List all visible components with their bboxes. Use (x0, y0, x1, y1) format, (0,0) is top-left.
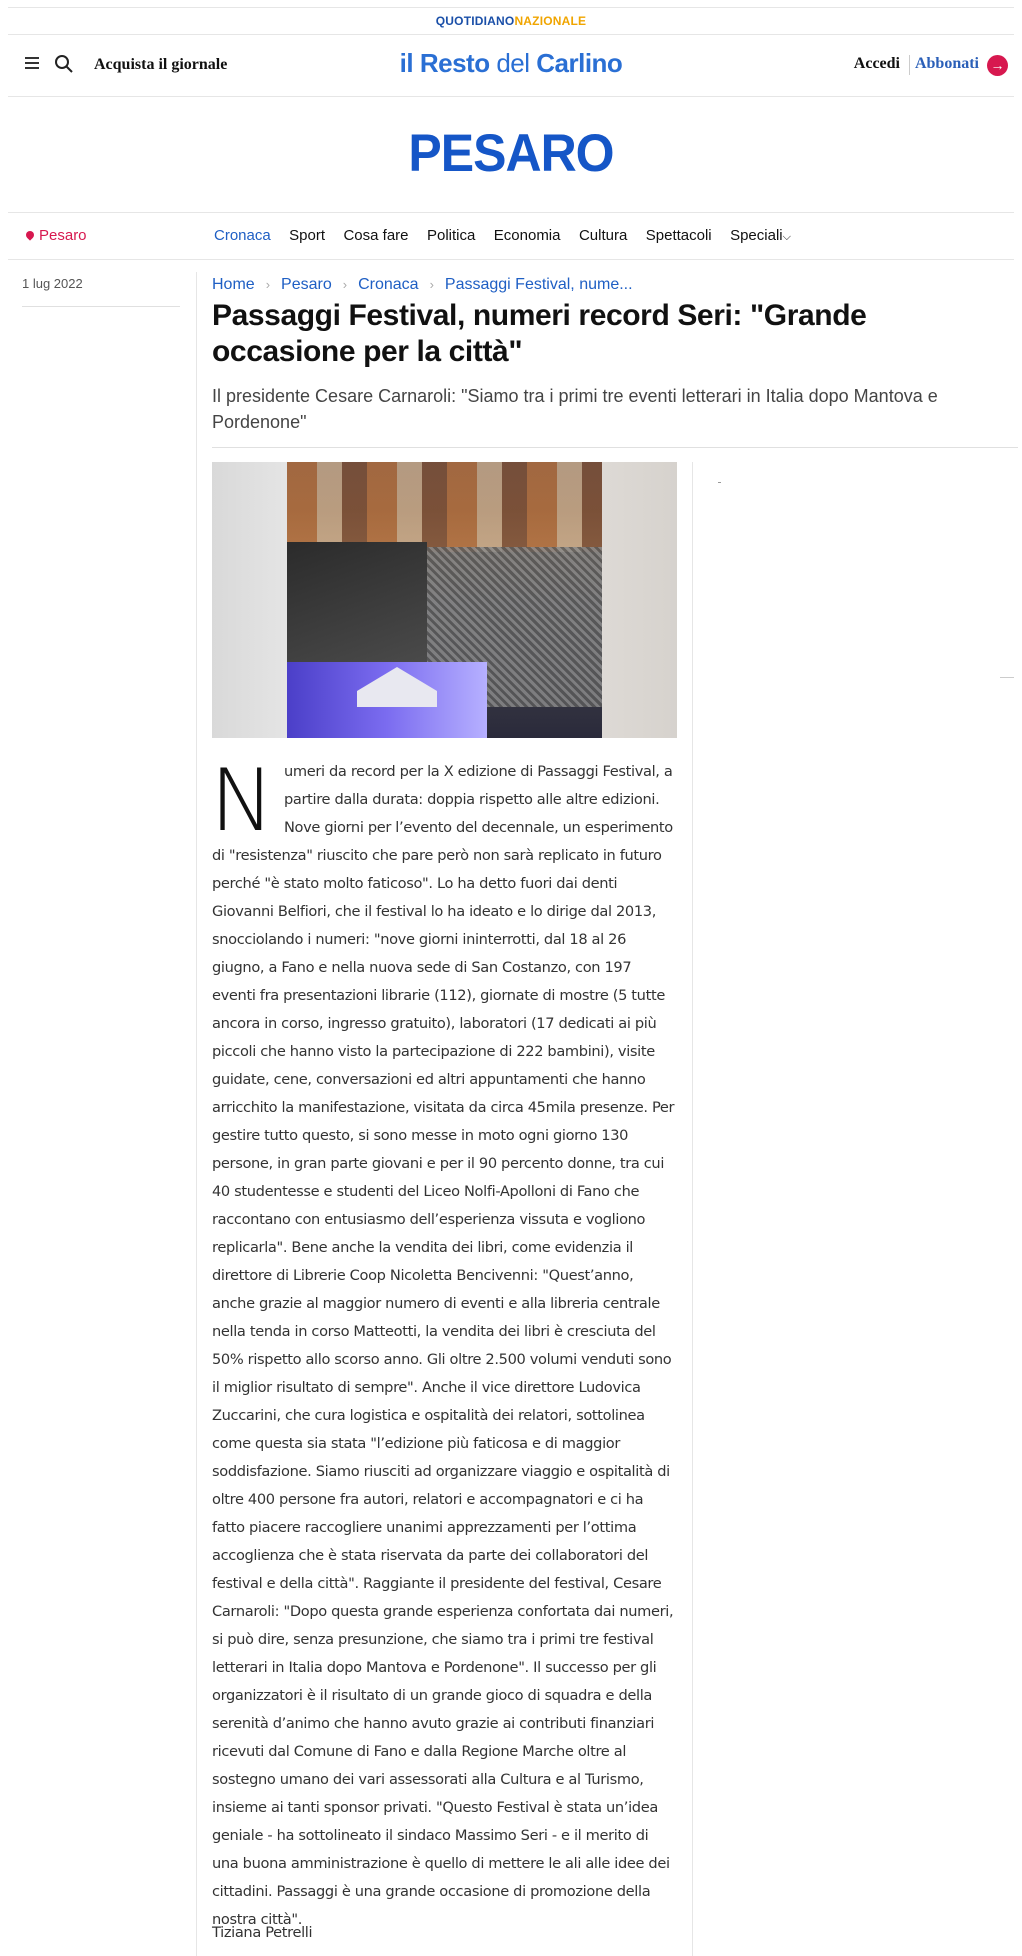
article-body (210, 751, 678, 1934)
city-masthead[interactable]: PESARO (408, 123, 614, 183)
section-nav-list (214, 227, 805, 245)
logo-part-b: del (496, 48, 537, 78)
breadcrumb-cronaca[interactable]: Cronaca (358, 276, 419, 293)
nav-item-cultura[interactable]: Cultura (578, 227, 628, 244)
breadcrumb-chevron-icon: › (429, 277, 434, 292)
nav-item-cronaca[interactable]: Cronaca (214, 227, 271, 244)
right-column-divider (692, 462, 693, 1956)
article-image[interactable] (212, 462, 677, 738)
breadcrumb-home[interactable]: Home (212, 276, 255, 293)
breadcrumb-chevron-icon: › (265, 277, 271, 292)
nav-item-spettacoli[interactable]: Spettacoli (645, 227, 712, 244)
site-header (8, 34, 1014, 97)
article-date: 1 lug 2022 (22, 276, 83, 291)
article-title: Passaggi Festival, numeri record Seri: "Grande occasione per la città" (212, 299, 867, 368)
nav-item-politica[interactable]: Politica (426, 227, 476, 244)
network-bar[interactable] (8, 7, 1014, 35)
date-divider (22, 306, 180, 307)
header-separator (909, 55, 910, 75)
location-label: Pesaro (39, 227, 87, 244)
breadcrumb-pesaro[interactable]: Pesaro (281, 276, 332, 293)
subtitle-divider (212, 447, 1018, 448)
article-body-text: umeri da record per la X edizione di Passaggi Festival, a partire dalla durata: doppia rispetto alle altre edizioni. Nove giorni per l’evento del decennale, un esperimento di "resistenza" riuscito che pare però non sarà replicato in futuro perché "è stato molto faticoso". Lo ha detto fuori dai denti Giovanni Belfiori, che il festival lo ha ideato e lo dirige dal 2013, snocciolando i numeri: "nove giorni ininterrotti, dal 18 al 26 giugno, a Fano e nella nuova sede di San Costanzo, con 197 eventi fra presentazioni librarie (112), giornate di mostre (5 tutte ancora in corso, ingresso gratuito), laboratori (17 dedicati ai più piccoli che hanno visto la partecipazione di 222 bambini), visite guidate, cene, conversazioni ed altri appuntamenti che hanno arricchito la manifestazione, visitata da circa 45mila presenze. Per gestire tutto questo, si sono messe in moto ogni giorno 130 persone, in gran parte giovani e per il 90 percento donne, tra cui 40 studentesse e studenti del Liceo Nolfi-Apolloni di Fano che raccontano con entusiasmo dell’esperienza vissuta e vogliono replicarla". Bene anche la vendita dei libri, come evidenzia il direttore di Librerie Coop Nicoletta Bencivenni: "Quest’anno, anche grazie al maggior numero di eventi e alla libreria centrale nella tenda in corso Matteotti, la vendita dei libri è cresciuta del 50% rispetto allo scorso anno. Gli oltre 2.500 volumi venduti sono il miglior risultato di sempre". Anche il vice direttore Ludovica Zuccarini, che cura logistica e ospitalità dei relatori, sottolinea come questa sia stata "l’edizione più faticosa e di maggior soddisfazione. Siamo riusciti ad organizzare viaggio e ospitalità di oltre 400 persone fra autori, relatori e accompagnatori e ci ha fatto piacere raccogliere unanimi apprezzamenti per l’ottima accoglienza che è stata riservata da parte dei collaboratori del festival e della città". Raggiante il presidente del festival, Cesare Carnaroli: "Dopo questa grande esperienza confortata dai numeri, si può dire, senza presunzione, che siamo tra i primi tre festival letterari in Italia dopo Mantova e Pordenone". Il successo per gli organizzatori è il risultato di un grande gioco di squadra e della serenità d’animo che hanno avuto grazie ai contributi finanziari ricevuti dal Comune di Fano e dalla Regione Marche oltre al sostegno umano dei vari assessorati alla Cultura e al Turismo, insieme ai tanti sponsor privati. "Questo Festival è stata un’idea geniale - ha sottolineato il sindaco Massimo Seri - e il merito di una buona amministrazione è quello di mettere le ali alle idee dei cittadini. Passaggi è una grande occasione di promozione della nostra città". (212, 763, 675, 1928)
nav-item-cosa-fare[interactable]: Cosa fare (343, 227, 409, 244)
article-subtitle: Il presidente Cesare Carnaroli: "Siamo tra i primi tre eventi letterari in Italia dopo Mantova e Pordenone" (212, 386, 938, 432)
breadcrumb (212, 276, 633, 294)
nav-item-sport[interactable]: Sport (289, 227, 326, 244)
nav-item-speciali[interactable] (730, 227, 791, 244)
ad-placeholder-divider (1000, 677, 1014, 678)
network-logo-part2: NAZIONALE (514, 14, 587, 28)
chevron-down-icon: ⌵ (782, 231, 791, 243)
column-divider (196, 272, 197, 1956)
logo-part-c: Carlino (536, 48, 623, 78)
buy-paper-link[interactable]: Acquista il giornale (94, 56, 228, 73)
location-pin-icon (24, 229, 35, 240)
login-link[interactable]: Accedi (853, 55, 900, 72)
nav-item-speciali-label: Speciali (730, 227, 783, 244)
breadcrumb-chevron-icon: › (342, 277, 348, 292)
location-link[interactable] (26, 227, 87, 244)
ad-placeholder (718, 482, 721, 483)
section-nav (8, 212, 1014, 260)
logo-part-a: il Resto (399, 48, 497, 78)
network-logo-part1: QUOTIDIANO (435, 14, 515, 28)
nav-item-economia[interactable]: Economia (493, 227, 561, 244)
subscribe-link[interactable]: Abbonati (914, 55, 979, 72)
drop-cap: N (210, 751, 274, 851)
breadcrumb-current[interactable]: Passaggi Festival, nume... (444, 276, 633, 293)
arrow-right-icon[interactable]: → (987, 55, 1008, 76)
article-author: Tiziana Petrelli (212, 1924, 313, 1941)
festival-photo (287, 462, 602, 738)
